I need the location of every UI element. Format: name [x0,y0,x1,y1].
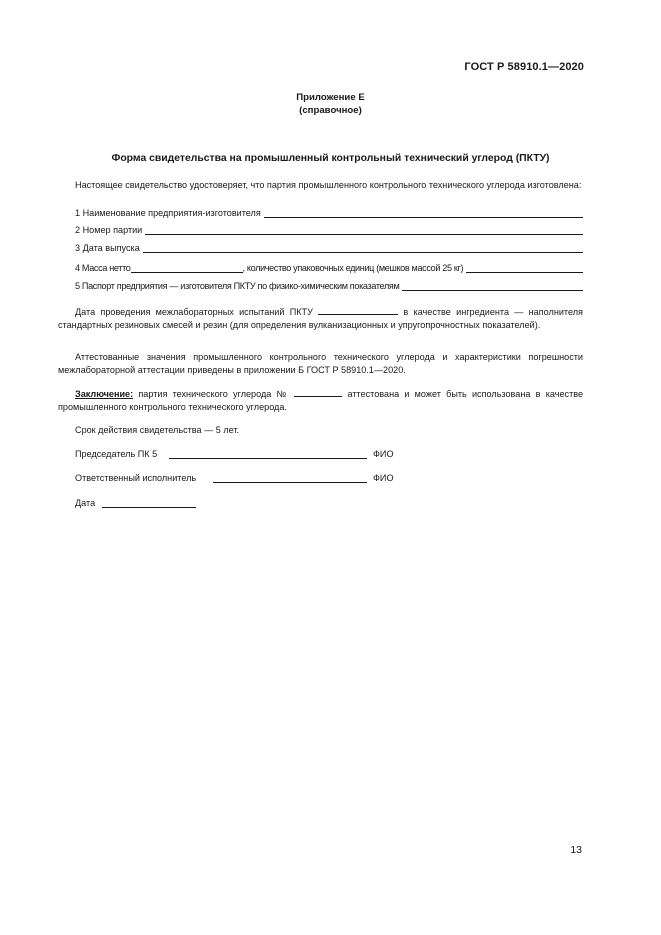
validity-text: Срок действия свидетельства — 5 лет. [75,425,240,435]
chair-fio-label: ФИО [373,449,394,459]
conclusion-label: Заключение: [75,389,134,399]
units-count-blank-line[interactable] [466,262,583,273]
item-5-label: 5 Паспорт предприятия — изготовителя ПКТУ по физико-химическим показателям [75,281,400,291]
batch-number-blank-line[interactable] [294,388,342,397]
test-date-label: Дата проведения межлабораторных испытаний ПКТУ [75,307,313,317]
test-date-blank-line[interactable] [318,306,398,315]
item-1-blank-line[interactable] [264,207,583,218]
item-5-row [75,280,583,293]
item-5-blank-line[interactable] [402,280,583,291]
chair-label: Председатель ПК 5 [75,449,158,459]
item-2-label: 2 Номер партии [75,225,143,235]
conclusion-rest: аттестована и может быть использована в качестве промышленного контрольного технического углерода. [58,389,584,412]
chair-signature-line[interactable] [169,458,367,459]
executor-fio-label: ФИО [373,473,394,483]
attested-values-paragraph: Аттестованные значения промышленного контрольного технического углерода и характеристики погрешности межлабораторной аттестации приведены в приложении Б ГОСТ Р 58910.1—2020. [58,352,583,375]
net-mass-blank-line[interactable] [131,262,243,273]
item-3-row [75,242,583,255]
form-title: Форма свидетельства на промышленный контрольный технический углерод (ПКТУ) [111,153,550,164]
date-blank-line[interactable] [102,507,196,508]
item-3-label: 3 Дата выпуска [75,243,140,253]
item-2-row [75,224,583,237]
item-2-blank-line[interactable] [145,224,583,235]
intro-paragraph: Настоящее свидетельство удостоверяет, что партия промышленного контрольного технического углерода изготовлена: [75,180,582,190]
item-3-blank-line[interactable] [143,242,583,253]
test-date-paragraph [58,306,583,332]
item-1-label: 1 Наименование предприятия-изготовителя [75,208,261,218]
standard-header: ГОСТ Р 58910.1—2020 [464,61,584,73]
appendix-title: Приложение Е [296,92,365,103]
page-number: 13 [570,844,582,856]
executor-signature-line[interactable] [213,482,367,483]
conclusion-start: партия технического углерода № [138,389,290,399]
item-1-row [75,207,583,220]
conclusion-paragraph [58,388,583,414]
appendix-subtitle: (справочное) [299,105,362,116]
executor-label: Ответственный исполнитель [75,473,197,483]
item-4-label: 4 Масса нетто [75,263,131,273]
test-date-rest: в качестве ингредиента — наполнителя стандартных резиновых смесей и резин (для определения вулканизационных и упругопрочностных показателей). [58,307,583,330]
item-4-units-label: , количество упаковочных единиц (мешков массой 25 кг) [242,263,464,273]
item-4-row [75,262,583,275]
date-label: Дата [75,498,96,508]
